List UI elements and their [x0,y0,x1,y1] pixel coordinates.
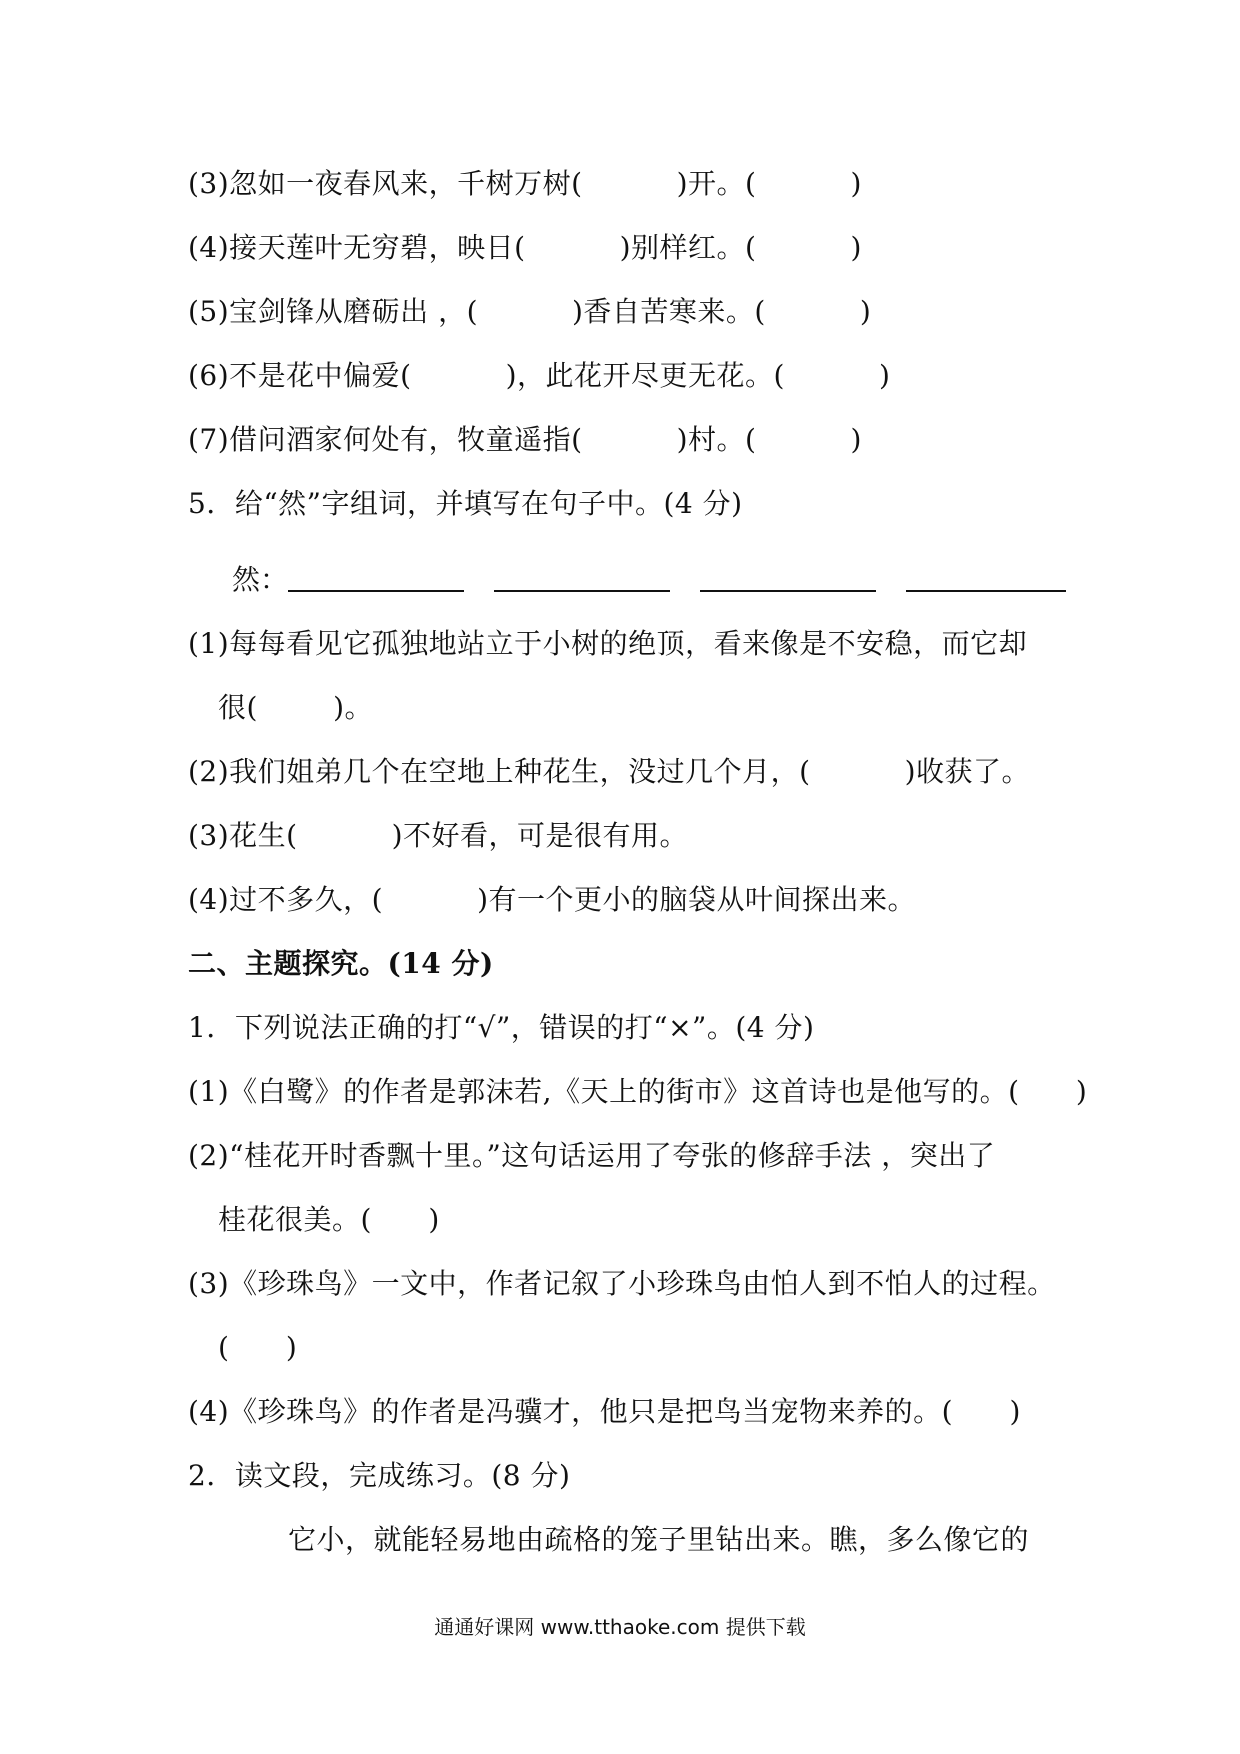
ran-label: 然： [232,563,289,596]
section-2-question-1-item-3-cont: ( ) [218,1331,298,1364]
section-2-question-1-item-2: (2)“桂花开时香飘十里。”这句话运用了夸张的修辞手法 ，突出了 [188,1139,996,1172]
question-4-item-6: (6)不是花中偏爱( )，此花开尽更无花。( ) [188,359,891,392]
question-5-title: 5．给“然”字组词，并填写在句子中。(4 分) [188,487,743,520]
question-5-item-1-cont: 很( )。 [218,691,374,724]
question-4-item-3: (3)忽如一夜春风来，千树万树( )开。( ) [188,167,862,200]
answer-blank-3[interactable] [700,590,876,592]
question-5-item-2: (2)我们姐弟几个在空地上种花生，没过几个月，( )收获了。 [188,755,1031,788]
reading-passage-first-line: 它小，就能轻易地由疏格的笼子里钻出来。瞧，多么像它的 [288,1523,1030,1556]
question-4-item-4: (4)接天莲叶无穷碧，映日( )别样红。( ) [188,231,862,264]
section-2-question-1-item-4: (4)《珍珠鸟》的作者是冯骥才，他只是把鸟当宠物来养的。( ) [188,1395,1021,1428]
answer-blank-2[interactable] [494,590,670,592]
section-2-question-1-item-2-cont: 桂花很美。( ) [218,1203,440,1236]
answer-blank-4[interactable] [906,590,1066,592]
question-4-item-5: (5)宝剑锋从磨砺出 ，( )香自苦寒来。( ) [188,295,872,328]
question-5-item-3: (3)花生( )不好看，可是很有用。 [188,819,689,852]
section-2-question-1-item-3: (3)《珍珠鸟》一文中，作者记叙了小珍珠鸟由怕人到不怕人的过程。 [188,1267,1056,1300]
section-2-heading: 二、主题探究。(14 分) [188,947,494,980]
page-footer: 通通好课网 www.tthaoke.com 提供下载 [434,1615,806,1639]
section-2-question-1-item-1: (1)《白鹭》的作者是郭沫若,《天上的街市》这首诗也是他写的。( ) [188,1075,1088,1108]
section-2-question-2-title: 2．读文段，完成练习。(8 分) [188,1459,571,1492]
ran-word-blanks [232,560,1066,600]
question-5-item-4: (4)过不多久，( )有一个更小的脑袋从叶间探出来。 [188,883,917,916]
section-2-question-1-title: 1．下列说法正确的打“√”，错误的打“×”。(4 分) [188,1011,815,1044]
question-5-item-1: (1)每每看见它孤独地站立于小树的绝顶，看来像是不安稳，而它却 [188,627,1028,660]
question-4-item-7: (7)借问酒家何处有，牧童遥指( )村。( ) [188,423,862,456]
answer-blank-1[interactable] [288,590,464,592]
